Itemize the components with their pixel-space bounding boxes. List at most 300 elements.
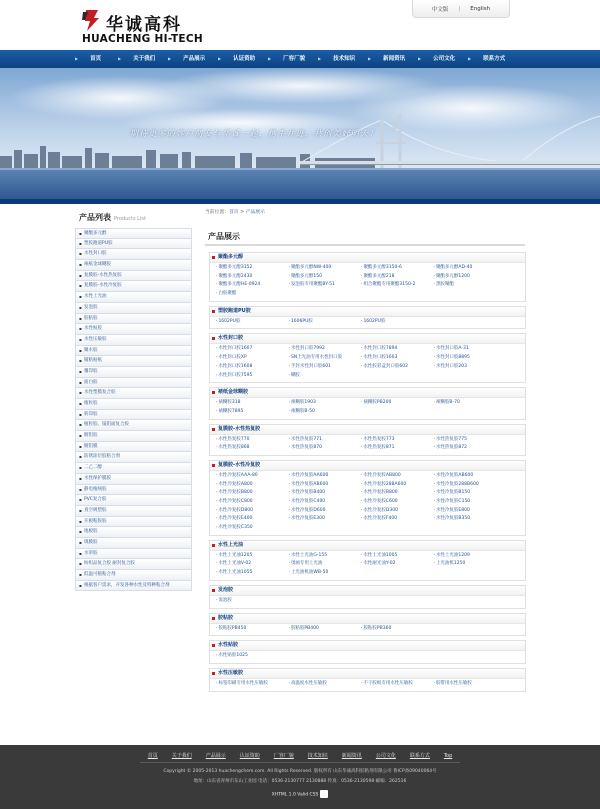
nav-item-tech[interactable]: ▶ 技术知识 (318, 56, 356, 62)
bullet-icon: · (216, 363, 218, 369)
category-items (210, 551, 525, 580)
product-link[interactable] (361, 399, 434, 408)
sidebar-item[interactable]: ▪ 裱纸金球糊胶 (75, 260, 192, 271)
product-link[interactable] (216, 489, 289, 498)
product-link[interactable] (216, 436, 289, 445)
footer-address: 地址：山东省青州市东山工业园 电话：0536-2130777 2130888 传真：0536-2130598 邮编：262516 (193, 779, 407, 784)
product-link[interactable] (361, 560, 434, 569)
product-link[interactable] (434, 560, 507, 569)
product-name: 水性冷复胶D300 (363, 507, 398, 513)
category-title[interactable]: 复膜胶-水性热复胶 (210, 425, 525, 435)
product-link[interactable] (289, 318, 362, 327)
product-link[interactable] (289, 444, 362, 453)
sidebar-item[interactable]: ▪ 纺织品复合胶 耐封复合胶 (75, 559, 192, 570)
nav-item-news[interactable]: ▶ 新闻资讯 (368, 56, 406, 62)
bullet-icon: · (361, 472, 363, 478)
bullet-icon: · (216, 561, 218, 567)
nav-arrow-icon: ▶ (368, 56, 372, 61)
product-link[interactable] (434, 281, 507, 290)
category-title[interactable]: 水性上光油 (210, 541, 525, 551)
category-title[interactable]: 聚酯多元醇 (210, 253, 525, 263)
product-name: 水性热复胶773 (363, 436, 395, 442)
product-name: 胶粘胶PB400 (290, 625, 319, 631)
bullet-icon: · (433, 499, 435, 504)
product-name: 裱糊胶7895 (218, 408, 244, 414)
product-link[interactable] (216, 444, 289, 453)
sidebar-item[interactable]: ▪ 转印胶 (75, 410, 192, 421)
product-name: 聚酯多元醇AD-40 (435, 265, 473, 270)
category-block (209, 387, 526, 419)
footer-link[interactable]: 技术知识 (307, 753, 328, 759)
product-link[interactable] (289, 399, 362, 408)
product-name: 水性热复胶872 (435, 445, 468, 451)
product-link[interactable] (216, 569, 289, 578)
product-link[interactable] (361, 625, 434, 634)
bullet-icon: · (361, 355, 363, 361)
product-name: 胶粘胶PB450 (218, 625, 247, 631)
product-link[interactable] (361, 318, 434, 327)
bullet-icon: · (361, 552, 363, 558)
product-name: 1602PU胶 (363, 318, 386, 324)
sidebar-item[interactable]: ▪ 水性压敏胶 (75, 335, 192, 346)
product-link[interactable] (289, 436, 362, 445)
product-link[interactable] (434, 264, 507, 273)
bullet-icon: · (216, 265, 218, 270)
product-name: 组合聚酯专用聚酯3150-2 (363, 282, 416, 288)
product-link[interactable] (216, 408, 289, 417)
footer-link[interactable]: 认证资助 (239, 753, 260, 759)
footer-link[interactable]: Top (443, 753, 453, 759)
product-name: 水性上光油1005 (363, 552, 398, 558)
product-link[interactable] (289, 354, 362, 363)
product-link[interactable] (216, 472, 289, 481)
product-link[interactable] (434, 399, 507, 408)
sidebar-item[interactable]: ▪ 复膜胶-水性冷复胶 (75, 281, 192, 292)
bullet-icon: · (433, 346, 435, 352)
nav-item-factory[interactable]: ▶ 厂容厂貌 (268, 56, 306, 62)
product-link[interactable] (289, 625, 362, 634)
category-items (210, 263, 525, 301)
product-link[interactable] (216, 363, 289, 372)
product-name: 水性封口胶1603 (363, 355, 398, 361)
product-link[interactable] (216, 318, 289, 327)
category-block (209, 306, 526, 330)
nav-item-products[interactable]: ▶ 产品展示 (168, 56, 206, 62)
product-link[interactable] (434, 552, 507, 561)
sidebar-item[interactable]: ▪ 复膜胶-水性热复胶 (75, 271, 192, 282)
bullet-icon: · (288, 516, 290, 522)
nav-item-about[interactable]: ▶ 关于我们 (118, 56, 156, 62)
product-name: 1602PU胶 (218, 318, 241, 324)
product-name: 胶带用水性压敏胶 (435, 680, 472, 686)
footer-link[interactable]: 首页 (147, 753, 158, 759)
footer-copyright: Copyright © 2005-2013 huachengchem.com. All Rights Reserved. 版权所有 山东华诚高科胶粘剂有限公司 鲁ICP备09040064号 (163, 769, 437, 774)
bullet-icon: · (433, 561, 435, 567)
nav-arrow-icon: ▶ (318, 56, 322, 61)
bullet-icon: · (288, 570, 290, 576)
product-link[interactable] (434, 444, 507, 453)
product-link[interactable] (216, 552, 289, 561)
breadcrumb-current[interactable]: 产品展示 (245, 210, 265, 215)
product-link[interactable] (216, 399, 289, 408)
bullet-icon: · (433, 507, 435, 513)
product-name: 水性封口胶1607 (218, 346, 253, 352)
category-items (210, 596, 525, 608)
nav-item-home[interactable]: ▶ 首页 (75, 56, 102, 62)
product-link[interactable] (361, 472, 434, 481)
footer-nav (0, 752, 600, 759)
bullet-icon: · (288, 472, 290, 478)
product-name: 水性冷复胶E800 (435, 507, 470, 513)
product-name: 聚酯多元醇150 (290, 273, 323, 279)
product-link[interactable] (289, 264, 362, 273)
product-link[interactable] (216, 345, 289, 354)
bullet-icon: · (288, 355, 290, 361)
category-title[interactable]: 裱纸金球糊胶 (210, 388, 525, 398)
footer-link[interactable]: 公司文化 (375, 753, 396, 759)
product-link[interactable] (216, 524, 289, 533)
product-link[interactable] (361, 363, 434, 372)
footer-link[interactable]: 产品展示 (205, 753, 226, 759)
bullet-icon: · (216, 436, 218, 442)
product-link[interactable] (289, 569, 362, 578)
product-link[interactable] (361, 345, 434, 354)
product-link[interactable] (361, 264, 434, 273)
footer-link[interactable]: 新闻资讯 (341, 753, 362, 759)
product-link[interactable] (361, 436, 434, 445)
bullet-icon: · (288, 436, 290, 442)
product-link[interactable] (216, 273, 289, 282)
product-name: 发泡胶专用聚酯BY-51 (290, 282, 335, 288)
bullet-icon: · (361, 507, 363, 513)
nav-item-certification[interactable]: ▶ 认证资助 (218, 56, 256, 62)
product-link[interactable] (216, 597, 289, 606)
product-link[interactable] (434, 489, 507, 498)
sidebar-title: 产品列表 Products List (79, 213, 146, 222)
product-link[interactable] (216, 507, 289, 516)
product-link[interactable] (216, 498, 289, 507)
sidebar-item[interactable]: ▪ 水性上光油 (75, 292, 192, 303)
product-link[interactable] (434, 680, 507, 689)
category-block (209, 640, 526, 664)
bullet-icon: · (216, 273, 218, 279)
logo-mark-icon (82, 8, 102, 32)
product-name: 水性冷复胶288A600 (363, 481, 407, 487)
product-link[interactable] (216, 625, 289, 634)
product-link[interactable] (361, 489, 434, 498)
bullet-icon: · (361, 273, 363, 279)
product-link[interactable] (289, 472, 362, 481)
sidebar-item[interactable]: ▪ 胶粘胶 (75, 314, 192, 325)
product-name: 水性冷复胶AAA-80 (218, 472, 258, 478)
category-items (210, 651, 525, 663)
bullet-icon: · (361, 516, 363, 522)
product-link[interactable] (216, 281, 289, 290)
bullet-icon: · (216, 408, 218, 414)
bullet-icon: · (288, 499, 290, 504)
product-name: 水性封口胶1608 (218, 363, 253, 369)
product-link[interactable] (361, 507, 434, 516)
product-link[interactable] (216, 680, 289, 689)
product-name: 水性上光油1205 (218, 552, 253, 558)
product-link[interactable] (434, 515, 507, 524)
product-name: 水性耐光油Y-02 (363, 561, 396, 567)
product-name: 裱糊胶1903 (290, 400, 316, 406)
bullet-icon: · (288, 265, 290, 270)
product-link[interactable] (289, 498, 362, 507)
product-name: 水性冷复胶AA600 (290, 472, 329, 478)
category-items (210, 344, 525, 382)
bullet-icon: · (216, 570, 218, 576)
bullet-icon: · (216, 346, 218, 352)
product-link[interactable] (434, 507, 507, 516)
sidebar-item[interactable]: ▪ 真空吸塑胶 (75, 506, 192, 517)
product-name: 水性冷复胶288B600 (435, 481, 479, 487)
bullet-icon: · (433, 552, 435, 558)
product-name: 水性封口胶7595 (218, 372, 253, 378)
bullet-icon: · (361, 561, 363, 567)
product-name: 水性冷复胶B150 (435, 490, 471, 496)
breadcrumb-home-link[interactable]: 首页 (229, 210, 239, 215)
bullet-icon: · (288, 282, 290, 288)
validator-badge-icon[interactable] (320, 790, 328, 798)
product-link[interactable] (361, 273, 434, 282)
product-link[interactable] (361, 552, 434, 561)
site-footer (0, 745, 600, 809)
product-categories (209, 252, 526, 696)
product-link[interactable] (289, 680, 362, 689)
product-name: 不干胶纸专用水性压敏胶 (363, 680, 413, 686)
product-name: 发泡胶 (218, 597, 232, 603)
bullet-icon: · (288, 346, 290, 352)
category-items (210, 624, 525, 636)
validator-link[interactable]: XHTML 1.0 Valid CSS (271, 792, 319, 798)
sidebar-item[interactable]: ▪ 开板粘胶胶 (75, 517, 192, 528)
sidebar-item[interactable]: ▪ 静电植绒胶 (75, 485, 192, 496)
product-link[interactable] (216, 264, 289, 273)
product-link[interactable] (361, 680, 434, 689)
sidebar-item[interactable]: ▪ 面白胶 (75, 378, 192, 389)
bullet-icon: · (433, 400, 435, 406)
category-title[interactable]: 胶粘胶 (210, 614, 525, 624)
product-link[interactable] (289, 273, 362, 282)
sidebar-item[interactable]: ▪ 聚酯多元醇 (75, 228, 192, 239)
sidebar-item[interactable]: ▪ 覆印胶 (75, 367, 192, 378)
product-link[interactable] (434, 498, 507, 507)
category-items (210, 317, 525, 329)
bullet-icon: · (433, 363, 435, 369)
nav-arrow-icon: ▶ (75, 56, 79, 61)
product-name: 水性封口胶203 (435, 363, 468, 369)
product-name: 高温度水性压敏胶 (290, 680, 327, 686)
product-link[interactable] (289, 507, 362, 516)
product-name: 上光油机1250 (435, 561, 466, 567)
product-link[interactable] (361, 444, 434, 453)
sidebar-item[interactable]: ▪ 防锈涂层胶粘合剂 (75, 452, 192, 463)
product-name: 水性封口胶7992 (290, 346, 325, 352)
product-name: 水性冷复胶E300 (290, 516, 325, 522)
sidebar-item[interactable]: ▪ 水性塑膜复合胶 (75, 388, 192, 399)
product-link[interactable] (289, 281, 362, 290)
sidebar-item[interactable]: ▪ 植粒胶 (75, 399, 192, 410)
footer-validator (0, 790, 600, 798)
nav-arrow-icon: ▶ (118, 56, 122, 61)
bullet-icon: · (288, 490, 290, 496)
sidebar-item[interactable]: ▪ 低温可植粘合剂 (75, 570, 192, 581)
product-link[interactable] (434, 354, 507, 363)
category-title[interactable]: 塑胶跑道PU胶 (210, 307, 525, 317)
product-name: 裱糊胶PB200 (363, 400, 392, 406)
bullet-icon: · (288, 680, 290, 686)
bullet-icon: · (216, 680, 218, 686)
product-link[interactable] (289, 345, 362, 354)
product-link[interactable] (434, 273, 507, 282)
product-link[interactable] (434, 481, 507, 490)
product-link[interactable] (216, 290, 289, 299)
sidebar-item[interactable]: ▪ 镀铝膜 (75, 442, 192, 453)
product-link[interactable] (216, 560, 289, 569)
sidebar-item[interactable]: ▪ 地板胶 (75, 527, 192, 538)
product-name: 水性上光油G-155 (290, 552, 328, 558)
product-name: 上光油机油WB-50 (290, 570, 329, 576)
sidebar-item[interactable]: ▪ PVC复合胶 (75, 495, 192, 506)
site-header (0, 0, 600, 50)
sidebar-item[interactable]: ▪ 根据客户需求，开发各种水性及特种粘合剂 (75, 581, 192, 592)
category-title[interactable]: 水性压敏胶 (210, 669, 525, 679)
product-name: 聚酯多元醇HE-0924 (218, 282, 261, 288)
product-link[interactable] (216, 652, 289, 661)
category-items (210, 679, 525, 691)
sidebar-item[interactable]: ▪ 水性封口胶 (75, 249, 192, 260)
product-name: 水性冷复胶AB600 (290, 481, 329, 487)
product-name: 水性上光油1055 (218, 570, 253, 576)
bullet-icon: · (433, 273, 435, 279)
nav-item-culture[interactable]: ▶ 公司文化 (418, 56, 456, 62)
bullet-icon: · (288, 408, 290, 414)
product-link[interactable] (289, 515, 362, 524)
sidebar-item[interactable]: ▪ 聚水胶 (75, 346, 192, 357)
lang-english-link[interactable]: English (470, 5, 491, 12)
product-link[interactable] (361, 281, 434, 290)
bullet-icon: · (216, 318, 218, 324)
sidebar-item[interactable]: ▪ 填膜胶 (75, 538, 192, 549)
bullet-icon: · (288, 273, 290, 279)
sidebar-item[interactable]: ▪ 二乙二醇 (75, 463, 192, 474)
sidebar-item[interactable]: ▪ 镀铝胶 (75, 431, 192, 442)
product-link[interactable] (216, 515, 289, 524)
bullet-icon: · (216, 355, 218, 361)
product-name: 水性冷复胶F400 (363, 516, 398, 522)
bullet-icon: · (216, 516, 218, 522)
product-link[interactable] (361, 498, 434, 507)
product-link[interactable] (434, 472, 507, 481)
bullet-icon: · (216, 653, 218, 659)
product-link[interactable] (216, 354, 289, 363)
category-items (210, 471, 525, 535)
sidebar-item[interactable]: ▪ 发泡胶 (75, 303, 192, 314)
bullet-icon: · (288, 372, 290, 378)
bullet-icon: · (361, 318, 363, 324)
sidebar-item[interactable]: ▪ 水帘胶 (75, 549, 192, 560)
bullet-icon: · (433, 355, 435, 361)
product-link[interactable] (289, 481, 362, 490)
category-title[interactable]: 复膜胶-水性冷复胶 (210, 461, 525, 471)
product-link[interactable] (434, 436, 507, 445)
product-name: 水性冷复胶C350 (218, 525, 253, 531)
product-name: 裱糊胶B-70 (435, 400, 460, 406)
product-name: 水性热复胶868 (218, 445, 250, 451)
product-name: 黑胶聚酯 (435, 282, 454, 288)
logo-name-cn: 华诚高科 (106, 15, 182, 35)
category-title[interactable]: 发泡胶 (210, 586, 525, 596)
bullet-icon: · (288, 481, 290, 487)
product-name: 水性上光油1209 (435, 552, 470, 558)
footer-link[interactable]: 关于我们 (171, 753, 192, 759)
product-link[interactable] (361, 481, 434, 490)
product-link[interactable] (434, 363, 507, 372)
product-link[interactable] (289, 363, 362, 372)
product-link[interactable] (289, 560, 362, 569)
nav-arrow-icon: ▶ (268, 56, 272, 61)
product-link[interactable] (216, 481, 289, 490)
footer-link[interactable]: 联系方式 (409, 753, 430, 759)
sidebar-item[interactable]: ▪ 塑胶跑道PU胶 (75, 239, 192, 250)
product-link[interactable] (216, 372, 289, 381)
product-link[interactable] (289, 372, 362, 381)
product-name: 手封水性封口胶601 (290, 363, 332, 369)
product-name: SN上光油专用水性封口胶 (290, 355, 343, 361)
bullet-icon: · (361, 282, 363, 288)
category-title[interactable]: 水性封口胶 (210, 334, 525, 344)
product-name: 水性冷复胶C150 (435, 499, 471, 504)
logo[interactable] (82, 8, 212, 44)
bullet-icon: · (216, 597, 218, 603)
logo-name-en: HUACHENG HI-TECH (82, 33, 203, 45)
product-link[interactable] (434, 345, 507, 354)
product-name: 水性冷复胶B800 (218, 490, 253, 496)
bullet-icon: · (433, 445, 435, 451)
sidebar-item[interactable]: ▪ 植粒胶、镜铝面复合胶 (75, 420, 192, 431)
breadcrumb: 当前位置：首页 > 产品展示 (205, 210, 265, 215)
bullet-icon: · (433, 490, 435, 496)
sidebar-item[interactable]: ▪ 水性贴胶 (75, 324, 192, 335)
product-link[interactable] (289, 489, 362, 498)
sidebar-item[interactable]: ▪ 水性保护膜胶 (75, 474, 192, 485)
lang-chinese-link[interactable]: 中文版 (431, 6, 449, 13)
product-name: 白胶聚酯 (218, 291, 237, 297)
product-name: 水性胶彩盒封口胶602 (363, 363, 409, 369)
bullet-icon: · (433, 516, 435, 522)
footer-link[interactable]: 厂容厂貌 (273, 753, 294, 759)
product-link[interactable] (289, 552, 362, 561)
product-link[interactable] (361, 354, 434, 363)
product-name: 聚酯多元醇2430 (218, 273, 253, 279)
bullet-icon: · (216, 372, 218, 378)
product-name: 标签印刷专用水性压敏胶 (218, 680, 268, 686)
product-name: 水性热复胶771 (290, 436, 323, 442)
category-title[interactable]: 水性贴胶 (210, 641, 525, 651)
bullet-icon: · (216, 525, 218, 531)
banner-slogan: 期待更多的客户朋友与华诚一起，携手并进，共创美好明天！ (130, 129, 379, 138)
nav-item-contact[interactable]: ▶ 联系方式 (468, 56, 506, 62)
bullet-icon: · (433, 282, 435, 288)
product-link[interactable] (289, 408, 362, 417)
bullet-icon: · (361, 346, 363, 352)
bullet-icon: · (433, 436, 435, 442)
sidebar-item[interactable]: ▪ 铺粘贴纸 (75, 356, 192, 367)
product-link[interactable] (361, 515, 434, 524)
category-block (209, 540, 526, 581)
